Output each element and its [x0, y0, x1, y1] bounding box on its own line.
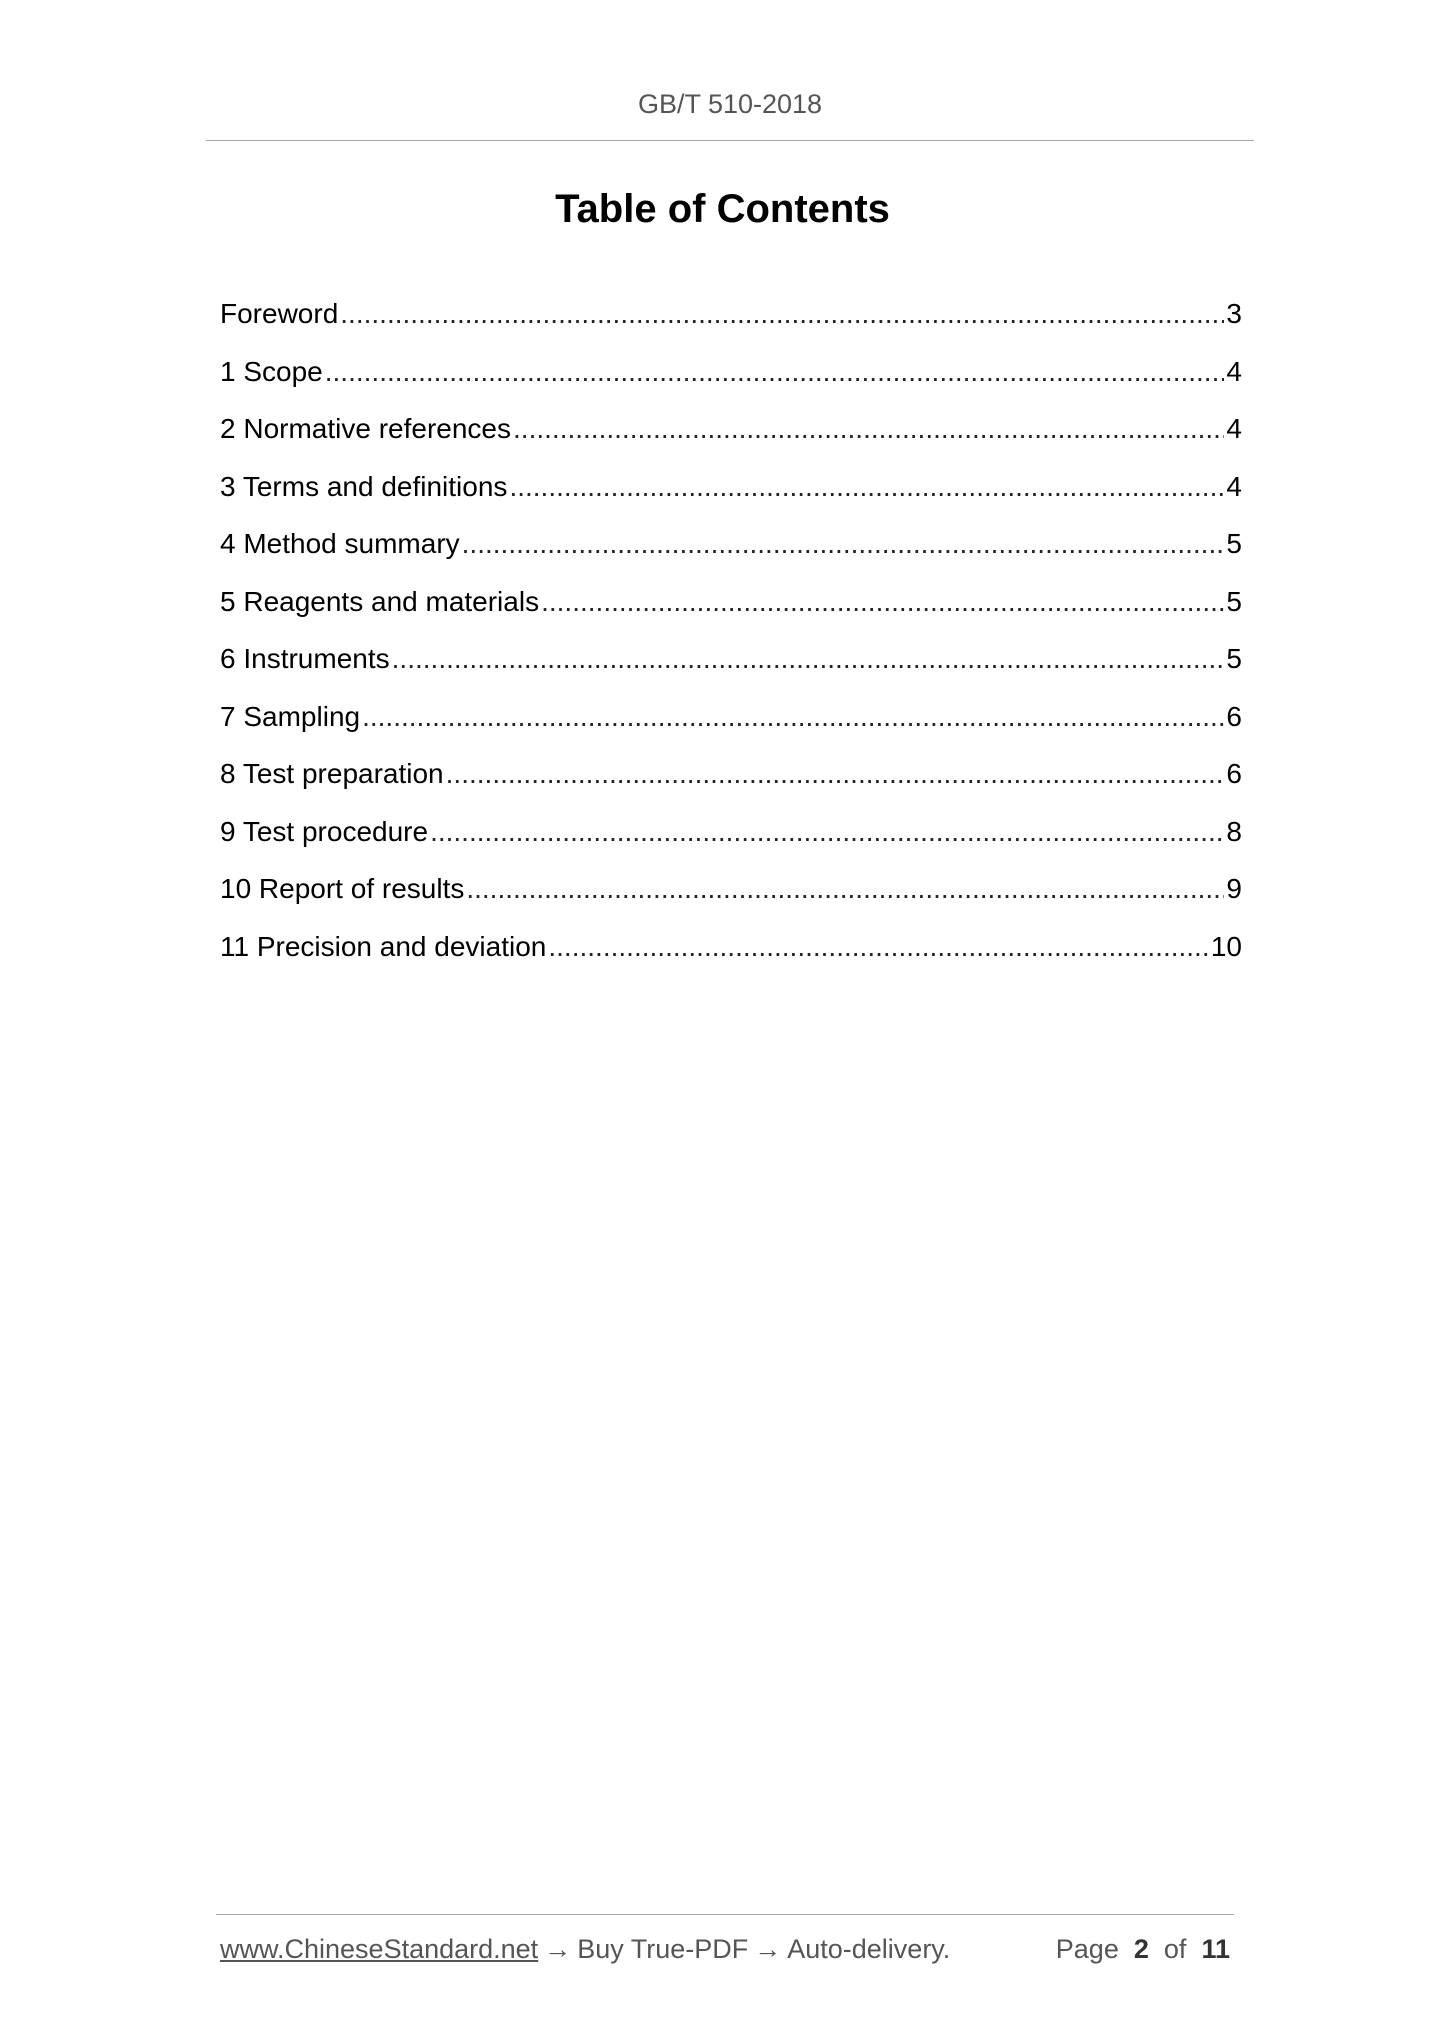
site-link[interactable]: www.ChineseStandard.net: [220, 1934, 539, 1964]
page-current: 2: [1133, 1934, 1149, 1964]
toc-entry-label: 9 Test procedure: [220, 815, 429, 847]
toc-entry-method-summary[interactable]: [220, 520, 1242, 578]
toc-entry-label: Foreword: [220, 298, 339, 329]
toc-entry-instruments[interactable]: [220, 635, 1242, 693]
arrow-right-icon: →: [544, 1934, 572, 1964]
toc-entry-test-procedure[interactable]: [220, 808, 1242, 866]
toc-entry-precision-and-deviation[interactable]: [220, 923, 1242, 981]
of-word: of: [1163, 1934, 1187, 1964]
page-title: Table of Contents: [555, 187, 890, 231]
toc-entry-label: 3 Terms and definitions: [220, 470, 508, 502]
toc-entry-label: 4 Method summary: [220, 528, 460, 559]
dot-leader: [548, 923, 1208, 971]
toc-entry-reagents-and-materials[interactable]: [220, 578, 1242, 636]
toc-entry-page: 4: [1226, 470, 1242, 502]
toc-entry-report-of-results[interactable]: [220, 865, 1242, 923]
dot-leader: [362, 693, 1224, 741]
page-number: [1056, 1929, 1230, 1969]
page-footer: [216, 1914, 1234, 1964]
footer-promo: [220, 1929, 950, 1969]
delivery-text: Auto-delivery.: [787, 1934, 951, 1964]
toc-entry-page: 5: [1226, 528, 1242, 559]
dot-leader: [325, 348, 1225, 396]
dot-leader: [446, 750, 1225, 798]
toc-entry-label: 6 Instruments: [220, 643, 390, 674]
toc-entry-page: 4: [1226, 413, 1242, 444]
standard-code: GB/T 510-2018: [637, 89, 823, 119]
toc-entry-page: 4: [1226, 355, 1242, 387]
toc-entry-page: 9: [1226, 873, 1242, 904]
dot-leader: [509, 463, 1224, 511]
toc-entry-page: 8: [1226, 815, 1242, 847]
dot-leader: [513, 405, 1224, 453]
toc-entry-foreword[interactable]: [220, 290, 1242, 348]
toc-entry-page: 3: [1226, 298, 1242, 329]
dot-leader: [392, 635, 1225, 683]
toc-entry-terms-and-definitions[interactable]: [220, 463, 1242, 521]
toc-entry-label: 11 Precision and deviation: [220, 930, 547, 962]
toc-entry-page: 6: [1226, 700, 1242, 732]
toc-entry-page: 6: [1226, 758, 1242, 789]
dot-leader: [430, 808, 1224, 856]
page-word: Page: [1055, 1934, 1119, 1964]
dot-leader: [466, 865, 1224, 913]
arrow-right-icon: →: [754, 1934, 782, 1964]
toc-entry-label: 1 Scope: [220, 355, 323, 387]
dot-leader: [541, 578, 1224, 626]
toc-entry-page: 5: [1226, 585, 1242, 617]
toc-entry-label: 7 Sampling: [220, 700, 361, 732]
toc-list: [220, 290, 1242, 980]
toc-entry-page: 5: [1226, 643, 1242, 674]
toc-entry-label: 5 Reagents and materials: [220, 585, 540, 617]
dot-leader: [340, 290, 1224, 338]
toc-entry-label: 10 Report of results: [220, 873, 465, 904]
page-header: [206, 86, 1254, 141]
page-total: 11: [1201, 1934, 1230, 1964]
dot-leader: [462, 520, 1225, 568]
buy-text: Buy True-PDF: [577, 1934, 749, 1964]
toc-entry-sampling[interactable]: [220, 693, 1242, 751]
toc-entry-normative-references[interactable]: [220, 405, 1242, 463]
toc-entry-scope[interactable]: [220, 348, 1242, 406]
toc-entry-label: 8 Test preparation: [220, 758, 444, 789]
toc-entry-page: 10: [1210, 930, 1242, 962]
toc-entry-test-preparation[interactable]: [220, 750, 1242, 808]
toc-entry-label: 2 Normative references: [220, 413, 512, 444]
